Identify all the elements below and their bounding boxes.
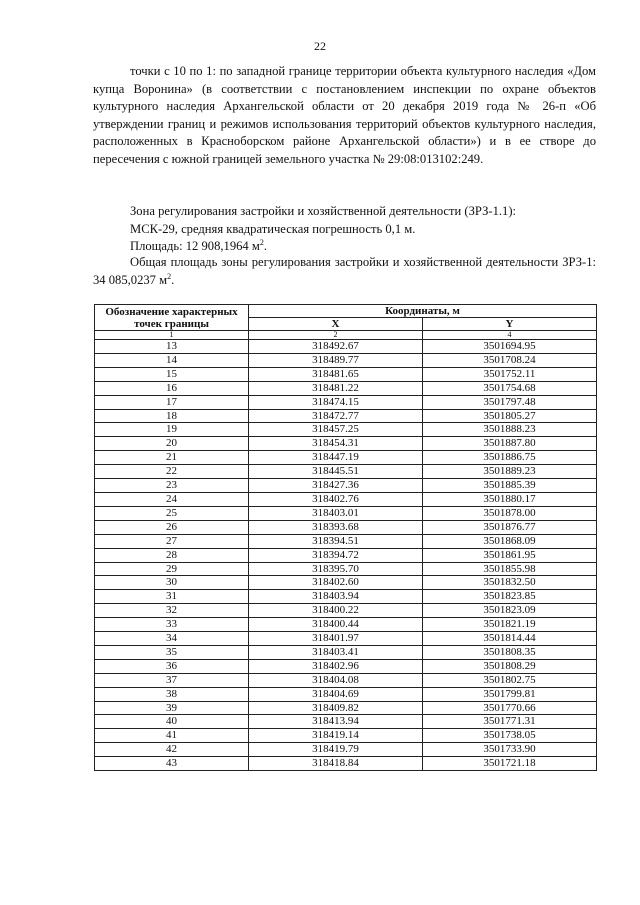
x-coordinate-cell: 318419.79 — [249, 743, 423, 757]
table-row — [95, 590, 597, 604]
boundary-description: точки с 10 по 1: по западной границе территории объекта культурного наследия «Дом купца Воронина» (в соответствии с постановлением инспекции по охране объектов культурного наследия Архангельской области от 20 декабря 2019 года № 26-п «Об утверждении границ и режимов использования территорий объектов культурного наследия, расположенных в Красноборском районе Архангельской области») и в ее створе до пересечения с южной границей земельного участка № 29:08:013102:249. — [93, 64, 596, 166]
total-area-unit-exponent: 2 — [167, 271, 172, 281]
point-number-cell: 31 — [95, 590, 249, 604]
x-coordinate-cell: 318402.96 — [249, 659, 423, 673]
table-row — [95, 381, 597, 395]
header-coordinates: Координаты, м — [249, 305, 597, 318]
y-coordinate-cell: 3501770.66 — [423, 701, 597, 715]
table-row — [95, 465, 597, 479]
table-row — [95, 437, 597, 451]
zone-block — [93, 203, 596, 256]
y-coordinate-cell: 3501886.75 — [423, 451, 597, 465]
table-row — [95, 562, 597, 576]
y-coordinate-cell: 3501799.81 — [423, 687, 597, 701]
x-coordinate-cell: 318400.22 — [249, 604, 423, 618]
coordinates-table — [94, 304, 597, 771]
point-number-cell: 40 — [95, 715, 249, 729]
table-row — [95, 451, 597, 465]
point-number-cell: 26 — [95, 520, 249, 534]
x-coordinate-cell: 318403.41 — [249, 645, 423, 659]
point-number-cell: 17 — [95, 395, 249, 409]
table-row — [95, 618, 597, 632]
y-coordinate-cell: 3501823.09 — [423, 604, 597, 618]
y-coordinate-cell: 3501733.90 — [423, 743, 597, 757]
table-row — [95, 715, 597, 729]
x-coordinate-cell: 318427.36 — [249, 479, 423, 493]
point-number-cell: 43 — [95, 757, 249, 771]
column-number: 4 — [423, 331, 597, 340]
y-coordinate-cell: 3501821.19 — [423, 618, 597, 632]
x-coordinate-cell: 318492.67 — [249, 340, 423, 354]
table-row — [95, 673, 597, 687]
zone-area-label: Площадь: 12 908,1964 м — [130, 239, 260, 254]
x-coordinate-cell: 318474.15 — [249, 395, 423, 409]
table-row — [95, 520, 597, 534]
zone-area-suffix: . — [263, 239, 268, 254]
table-row — [95, 534, 597, 548]
y-coordinate-cell: 3501814.44 — [423, 632, 597, 646]
y-coordinate-cell: 3501885.39 — [423, 479, 597, 493]
y-coordinate-cell: 3501861.95 — [423, 548, 597, 562]
x-coordinate-cell: 318395.70 — [249, 562, 423, 576]
point-number-cell: 33 — [95, 618, 249, 632]
total-area-text: Общая площадь зоны регулирования застройки и хозяйственной деятельности ЗРЗ-1: 34 085,0237 м — [93, 255, 596, 287]
y-coordinate-cell: 3501823.85 — [423, 590, 597, 604]
point-number-cell: 13 — [95, 340, 249, 354]
table-row — [95, 492, 597, 506]
point-number-cell: 32 — [95, 604, 249, 618]
table-row — [95, 395, 597, 409]
x-coordinate-cell: 318401.97 — [249, 632, 423, 646]
total-area — [93, 254, 596, 289]
y-coordinate-cell: 3501855.98 — [423, 562, 597, 576]
table-row — [95, 604, 597, 618]
point-number-cell: 36 — [95, 659, 249, 673]
x-coordinate-cell: 318472.77 — [249, 409, 423, 423]
y-coordinate-cell: 3501738.05 — [423, 729, 597, 743]
y-coordinate-cell: 3501802.75 — [423, 673, 597, 687]
x-coordinate-cell: 318445.51 — [249, 465, 423, 479]
table-row — [95, 409, 597, 423]
point-number-cell: 23 — [95, 479, 249, 493]
x-coordinate-cell: 318419.14 — [249, 729, 423, 743]
point-number-cell: 21 — [95, 451, 249, 465]
table-row — [95, 367, 597, 381]
y-coordinate-cell: 3501887.80 — [423, 437, 597, 451]
point-number-cell: 30 — [95, 576, 249, 590]
x-coordinate-cell: 318393.68 — [249, 520, 423, 534]
x-coordinate-cell: 318489.77 — [249, 353, 423, 367]
table-row — [95, 479, 597, 493]
y-coordinate-cell: 3501888.23 — [423, 423, 597, 437]
point-number-cell: 25 — [95, 506, 249, 520]
x-coordinate-cell: 318402.60 — [249, 576, 423, 590]
y-coordinate-cell: 3501708.24 — [423, 353, 597, 367]
point-number-cell: 37 — [95, 673, 249, 687]
y-coordinate-cell: 3501832.50 — [423, 576, 597, 590]
table-row — [95, 687, 597, 701]
y-coordinate-cell: 3501752.11 — [423, 367, 597, 381]
x-coordinate-cell: 318403.01 — [249, 506, 423, 520]
table-row — [95, 729, 597, 743]
y-coordinate-cell: 3501771.31 — [423, 715, 597, 729]
page-number: 22 — [314, 39, 326, 53]
x-coordinate-cell: 318454.31 — [249, 437, 423, 451]
point-number-cell: 16 — [95, 381, 249, 395]
point-number-cell: 20 — [95, 437, 249, 451]
x-coordinate-cell: 318403.94 — [249, 590, 423, 604]
x-coordinate-cell: 318404.08 — [249, 673, 423, 687]
point-number-cell: 24 — [95, 492, 249, 506]
y-coordinate-cell: 3501878.00 — [423, 506, 597, 520]
x-coordinate-cell: 318481.22 — [249, 381, 423, 395]
y-coordinate-cell: 3501754.68 — [423, 381, 597, 395]
x-coordinate-cell: 318394.72 — [249, 548, 423, 562]
table-row — [95, 701, 597, 715]
table-row — [95, 576, 597, 590]
x-coordinate-cell: 318457.25 — [249, 423, 423, 437]
column-number: 1 — [95, 331, 249, 340]
point-number-cell: 19 — [95, 423, 249, 437]
y-coordinate-cell: 3501876.77 — [423, 520, 597, 534]
column-number: 2 — [249, 331, 423, 340]
table-row — [95, 506, 597, 520]
y-coordinate-cell: 3501868.09 — [423, 534, 597, 548]
point-number-cell: 38 — [95, 687, 249, 701]
table-row — [95, 743, 597, 757]
table-row — [95, 423, 597, 437]
point-number-cell: 39 — [95, 701, 249, 715]
x-coordinate-cell: 318402.76 — [249, 492, 423, 506]
table-row — [95, 659, 597, 673]
point-number-cell: 42 — [95, 743, 249, 757]
zone-coordinate-system: МСК-29, средняя квадратическая погрешность 0,1 м. — [130, 221, 416, 236]
y-coordinate-cell: 3501808.35 — [423, 645, 597, 659]
zone-area-unit-exponent: 2 — [259, 238, 264, 247]
y-coordinate-cell: 3501797.48 — [423, 395, 597, 409]
total-area-suffix: . — [171, 272, 175, 287]
x-coordinate-cell: 318404.69 — [249, 687, 423, 701]
x-coordinate-cell: 318400.44 — [249, 618, 423, 632]
x-coordinate-cell: 318447.19 — [249, 451, 423, 465]
y-coordinate-cell: 3501805.27 — [423, 409, 597, 423]
point-number-cell: 15 — [95, 367, 249, 381]
point-number-cell: 41 — [95, 729, 249, 743]
x-coordinate-cell: 318413.94 — [249, 715, 423, 729]
y-coordinate-cell: 3501694.95 — [423, 340, 597, 354]
point-number-cell: 27 — [95, 534, 249, 548]
point-number-cell: 22 — [95, 465, 249, 479]
y-coordinate-cell: 3501880.17 — [423, 492, 597, 506]
point-number-cell: 28 — [95, 548, 249, 562]
y-coordinate-cell: 3501808.29 — [423, 659, 597, 673]
table-row — [95, 757, 597, 771]
header-x: X — [249, 318, 423, 331]
point-number-cell: 29 — [95, 562, 249, 576]
x-coordinate-cell: 318418.84 — [249, 757, 423, 771]
table-row — [95, 548, 597, 562]
y-coordinate-cell: 3501721.18 — [423, 757, 597, 771]
point-number-cell: 14 — [95, 353, 249, 367]
zone-title: Зона регулирования застройки и хозяйственной деятельности (ЗРЗ-1.1): — [130, 204, 517, 218]
table-row — [95, 632, 597, 646]
y-coordinate-cell: 3501889.23 — [423, 465, 597, 479]
header-y: Y — [423, 318, 597, 331]
point-number-cell: 34 — [95, 632, 249, 646]
table-row — [95, 353, 597, 367]
coordinates-rows — [95, 340, 597, 771]
x-coordinate-cell: 318409.82 — [249, 701, 423, 715]
x-coordinate-cell: 318481.65 — [249, 367, 423, 381]
header-point-designation: Обозначение характерных точек границы — [95, 305, 249, 331]
table-row — [95, 645, 597, 659]
point-number-cell: 18 — [95, 409, 249, 423]
table-row — [95, 340, 597, 354]
x-coordinate-cell: 318394.51 — [249, 534, 423, 548]
point-number-cell: 35 — [95, 645, 249, 659]
